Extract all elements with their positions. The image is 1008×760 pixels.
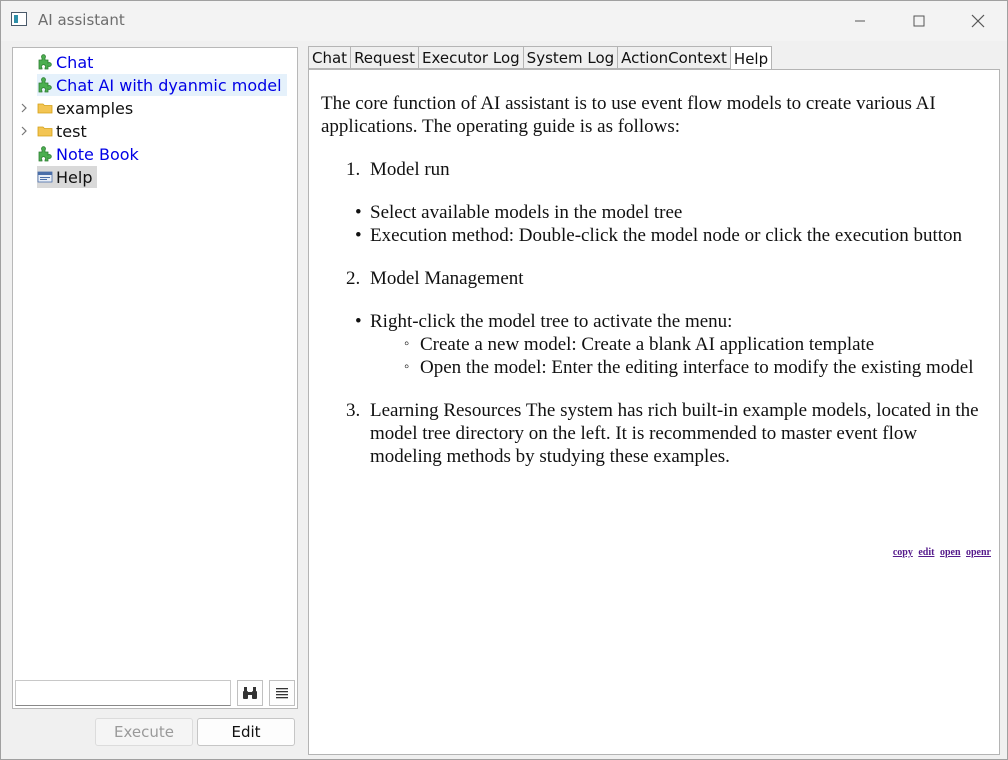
expand-arrow-icon[interactable] (19, 120, 29, 142)
help-links (890, 541, 991, 564)
step-title: Model Management (370, 268, 524, 289)
model-tree[interactable] (12, 47, 298, 709)
bullet-text: Execution method: Double-click the model node or click the execution button (370, 225, 962, 246)
tree-item-test[interactable] (37, 120, 92, 142)
tab-request[interactable]: Request (350, 46, 418, 69)
title-bar[interactable] (1, 1, 1007, 41)
puzzle-icon (37, 146, 53, 162)
maximize-button[interactable] (890, 1, 948, 41)
folder-icon (37, 100, 53, 116)
tree-item-label: Chat (56, 52, 94, 72)
puzzle-icon (37, 77, 53, 93)
close-icon (971, 14, 985, 28)
tree-item-note-book[interactable] (37, 143, 144, 165)
minimize-icon (854, 15, 866, 27)
sub-bullet-item: ◦ Create a new model: Create a blank AI application template (404, 334, 875, 355)
step-title: Model run (370, 159, 450, 180)
minimize-button[interactable] (831, 1, 889, 41)
tree-item-label: test (56, 121, 87, 141)
tree-item-chat[interactable] (37, 51, 98, 73)
bullet-text: Right-click the model tree to activate the menu: (370, 311, 733, 332)
sub-bullet-text: Open the model: Enter the editing interface to modify the existing model (420, 357, 974, 378)
help-document (321, 92, 989, 468)
tab-bar (308, 46, 772, 70)
list-icon (275, 687, 289, 699)
tab-chat[interactable]: Chat (308, 46, 350, 69)
window-title: AI assistant (38, 11, 125, 29)
tab-system-log[interactable]: System Log (523, 46, 618, 69)
bullet-item: • Right-click the model tree to activate the menu: (355, 311, 733, 332)
tree-item-chat-ai-dynamic[interactable] (37, 74, 287, 96)
html-file-icon (37, 169, 53, 185)
bullet-item: • Execution method: Double-click the model node or click the execution button (355, 225, 962, 246)
bullet-text: Select available models in the model tree (370, 202, 683, 223)
step-item: 1. Model run (346, 159, 450, 180)
tree-item-label: Note Book (56, 144, 139, 164)
search-input[interactable] (15, 680, 231, 706)
copy-link[interactable]: copy (892, 547, 913, 558)
tree-item-label: examples (56, 98, 134, 118)
expand-arrow-icon[interactable] (19, 97, 29, 119)
app-window-icon (11, 12, 27, 26)
edit-link[interactable]: edit (918, 547, 935, 558)
tab-help[interactable]: Help (730, 46, 772, 70)
list-button[interactable] (269, 680, 295, 706)
step-item: 2. Model Management (346, 268, 524, 289)
maximize-icon (913, 15, 925, 27)
edit-button[interactable]: Edit (197, 718, 295, 746)
tree-item-label: Chat AI with dyanmic model (56, 75, 282, 95)
tree-item-help[interactable] (37, 166, 97, 188)
tree-item-examples[interactable] (37, 97, 138, 119)
find-button[interactable] (237, 680, 263, 706)
sub-bullet-item: ◦ Open the model: Enter the editing interface to modify the existing model (404, 357, 974, 378)
step-title: Learning Resources The system has rich built-in example models, located in the model tree directory on the left. It is recommended to master event flow modeling methods by studying these examples. (370, 400, 979, 467)
binoculars-icon (242, 686, 258, 700)
bullet-item: • Select available models in the model tree (355, 202, 683, 223)
sub-bullet-text: Create a new model: Create a blank AI application template (420, 334, 875, 355)
tab-executor-log[interactable]: Executor Log (418, 46, 523, 69)
tree-item-label: Help (56, 167, 93, 187)
help-intro: The core function of AI assistant is to use event flow models to create various AI applications. The operating guide is as follows: (321, 93, 936, 137)
tab-action-context[interactable]: ActionContext (617, 46, 730, 69)
folder-icon (37, 123, 53, 139)
step-item: 3. Learning Resources The system has rich built-in example models, located in the model tree directory on the left. It is recommended to master event flow modeling methods by studying these examples. (346, 400, 979, 467)
help-content-panel[interactable] (308, 69, 1000, 755)
openr-link[interactable]: openr (966, 547, 991, 558)
puzzle-icon (37, 54, 53, 70)
close-button[interactable] (949, 1, 1007, 41)
open-link[interactable]: open (939, 547, 961, 558)
execute-button[interactable]: Execute (95, 718, 193, 746)
